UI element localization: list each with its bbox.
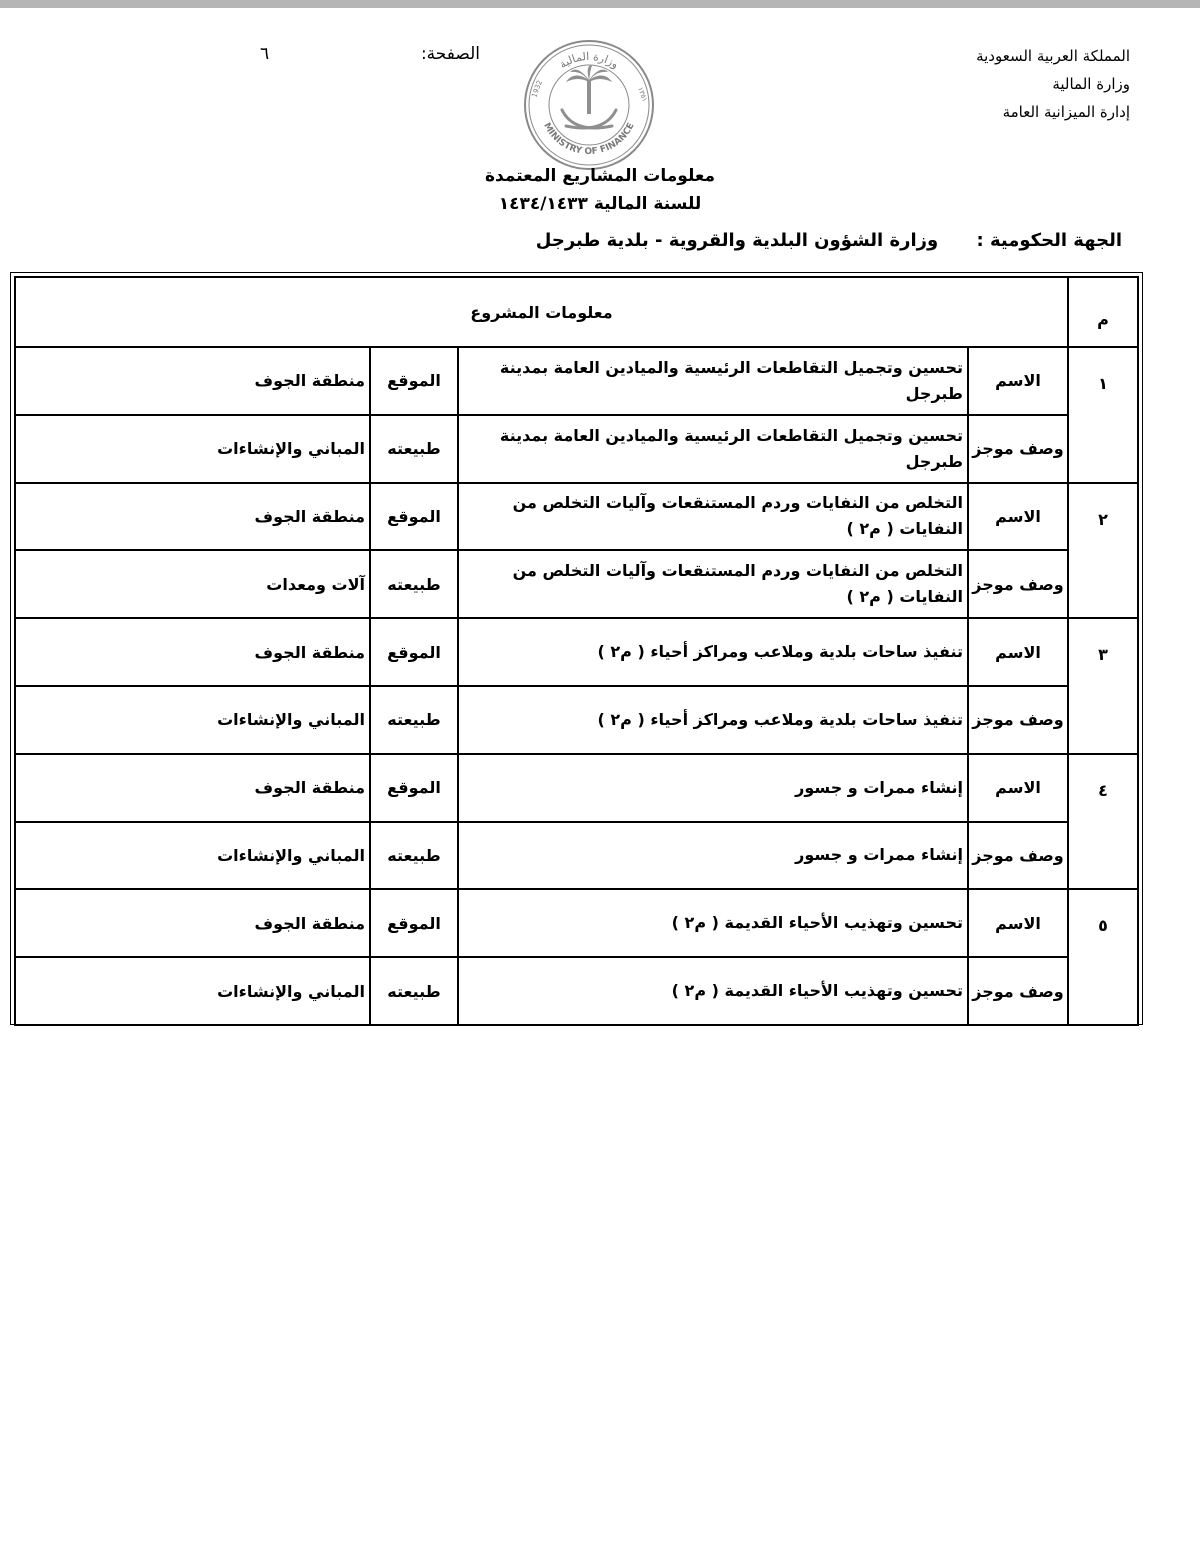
project-location: منطقة الجوف xyxy=(15,754,370,822)
description-label: وصف موجز xyxy=(968,957,1068,1025)
project-location: منطقة الجوف xyxy=(15,347,370,415)
project-location: منطقة الجوف xyxy=(15,483,370,551)
project-name-row xyxy=(15,889,1138,957)
project-description-row xyxy=(15,822,1138,890)
project-nature: المباني والإنشاءات xyxy=(15,415,370,483)
seal-english-text: MINISTRY OF FINANCE xyxy=(541,121,637,158)
header-project-info: معلومات المشروع xyxy=(15,277,1068,347)
ministry-seal xyxy=(522,38,656,172)
project-description: تنفيذ ساحات بلدية وملاعب ومراكز أحياء ( م٢ ) xyxy=(458,686,968,754)
title-line-1: معلومات المشاريع المعتمدة xyxy=(484,166,715,186)
table-header-row xyxy=(15,277,1138,347)
description-label: وصف موجز xyxy=(968,550,1068,618)
location-label: الموقع xyxy=(370,618,458,686)
name-label: الاسم xyxy=(968,618,1068,686)
description-label: وصف موجز xyxy=(968,822,1068,890)
issuer-block xyxy=(830,42,1130,126)
seal-year-right: ١٣٥١ xyxy=(636,85,649,103)
project-name: تحسين وتجميل التقاطعات الرئيسية والميادين العامة بمدينة طبرجل xyxy=(458,347,968,415)
location-label: الموقع xyxy=(370,889,458,957)
project-description-row xyxy=(15,686,1138,754)
nature-label: طبيعته xyxy=(370,415,458,483)
description-label: وصف موجز xyxy=(968,415,1068,483)
project-description: التخلص من النفايات وردم المستنقعات وآليات التخلص من النفايات ( م٢ ) xyxy=(458,550,968,618)
project-name: تنفيذ ساحات بلدية وملاعب ومراكز أحياء ( م٢ ) xyxy=(458,618,968,686)
project-nature: المباني والإنشاءات xyxy=(15,957,370,1025)
project-description-row xyxy=(15,957,1138,1025)
project-name-row xyxy=(15,483,1138,551)
title-line-2: للسنة المالية ١٤٣٤/١٤٣٣ xyxy=(498,194,702,214)
ministry-name: وزارة المالية xyxy=(1052,75,1130,93)
government-entity xyxy=(536,230,1122,251)
project-description: إنشاء ممرات و جسور xyxy=(458,822,968,890)
project-name: التخلص من النفايات وردم المستنقعات وآليات التخلص من النفايات ( م٢ ) xyxy=(458,483,968,551)
name-label: الاسم xyxy=(968,483,1068,551)
project-nature: المباني والإنشاءات xyxy=(15,686,370,754)
projects-table-frame xyxy=(10,272,1143,1025)
project-nature: آلات ومعدات xyxy=(15,550,370,618)
location-label: الموقع xyxy=(370,347,458,415)
name-label: الاسم xyxy=(968,889,1068,957)
seal-year-left: 1932 xyxy=(530,79,544,99)
project-description-row xyxy=(15,550,1138,618)
document-title xyxy=(390,162,810,218)
projects-table xyxy=(14,276,1139,1026)
name-label: الاسم xyxy=(968,754,1068,822)
nature-label: طبيعته xyxy=(370,686,458,754)
project-number: ١ xyxy=(1068,347,1138,483)
page-label: الصفحة: xyxy=(420,44,480,64)
seal-arabic-text: وزارة المالية xyxy=(556,49,622,72)
header-num: م xyxy=(1068,277,1138,347)
project-name-row xyxy=(15,347,1138,415)
top-border-bar xyxy=(0,0,1200,8)
project-number: ٣ xyxy=(1068,618,1138,754)
project-location: منطقة الجوف xyxy=(15,889,370,957)
project-name-row xyxy=(15,618,1138,686)
project-description-row xyxy=(15,415,1138,483)
project-number: ٥ xyxy=(1068,889,1138,1025)
nature-label: طبيعته xyxy=(370,550,458,618)
project-name: تحسين وتهذيب الأحياء القديمة ( م٢ ) xyxy=(458,889,968,957)
location-label: الموقع xyxy=(370,754,458,822)
palm-tree-icon xyxy=(566,66,612,114)
entity-label: الجهة الحكومية : xyxy=(976,230,1122,251)
project-location: منطقة الجوف xyxy=(15,618,370,686)
project-description: تحسين وتجميل التقاطعات الرئيسية والميادين العامة بمدينة طبرجل xyxy=(458,415,968,483)
description-label: وصف موجز xyxy=(968,686,1068,754)
project-name-row xyxy=(15,754,1138,822)
project-nature: المباني والإنشاءات xyxy=(15,822,370,890)
project-number: ٢ xyxy=(1068,483,1138,619)
project-name: إنشاء ممرات و جسور xyxy=(458,754,968,822)
department-name: إدارة الميزانية العامة xyxy=(1002,103,1130,121)
nature-label: طبيعته xyxy=(370,957,458,1025)
name-label: الاسم xyxy=(968,347,1068,415)
nature-label: طبيعته xyxy=(370,822,458,890)
project-number: ٤ xyxy=(1068,754,1138,890)
entity-value: وزارة الشؤون البلدية والقروية - بلدية طبرجل xyxy=(535,230,939,251)
location-label: الموقع xyxy=(370,483,458,551)
project-description: تحسين وتهذيب الأحياء القديمة ( م٢ ) xyxy=(458,957,968,1025)
country-name: المملكة العربية السعودية xyxy=(976,47,1130,65)
page-number: ٦ xyxy=(260,44,270,64)
